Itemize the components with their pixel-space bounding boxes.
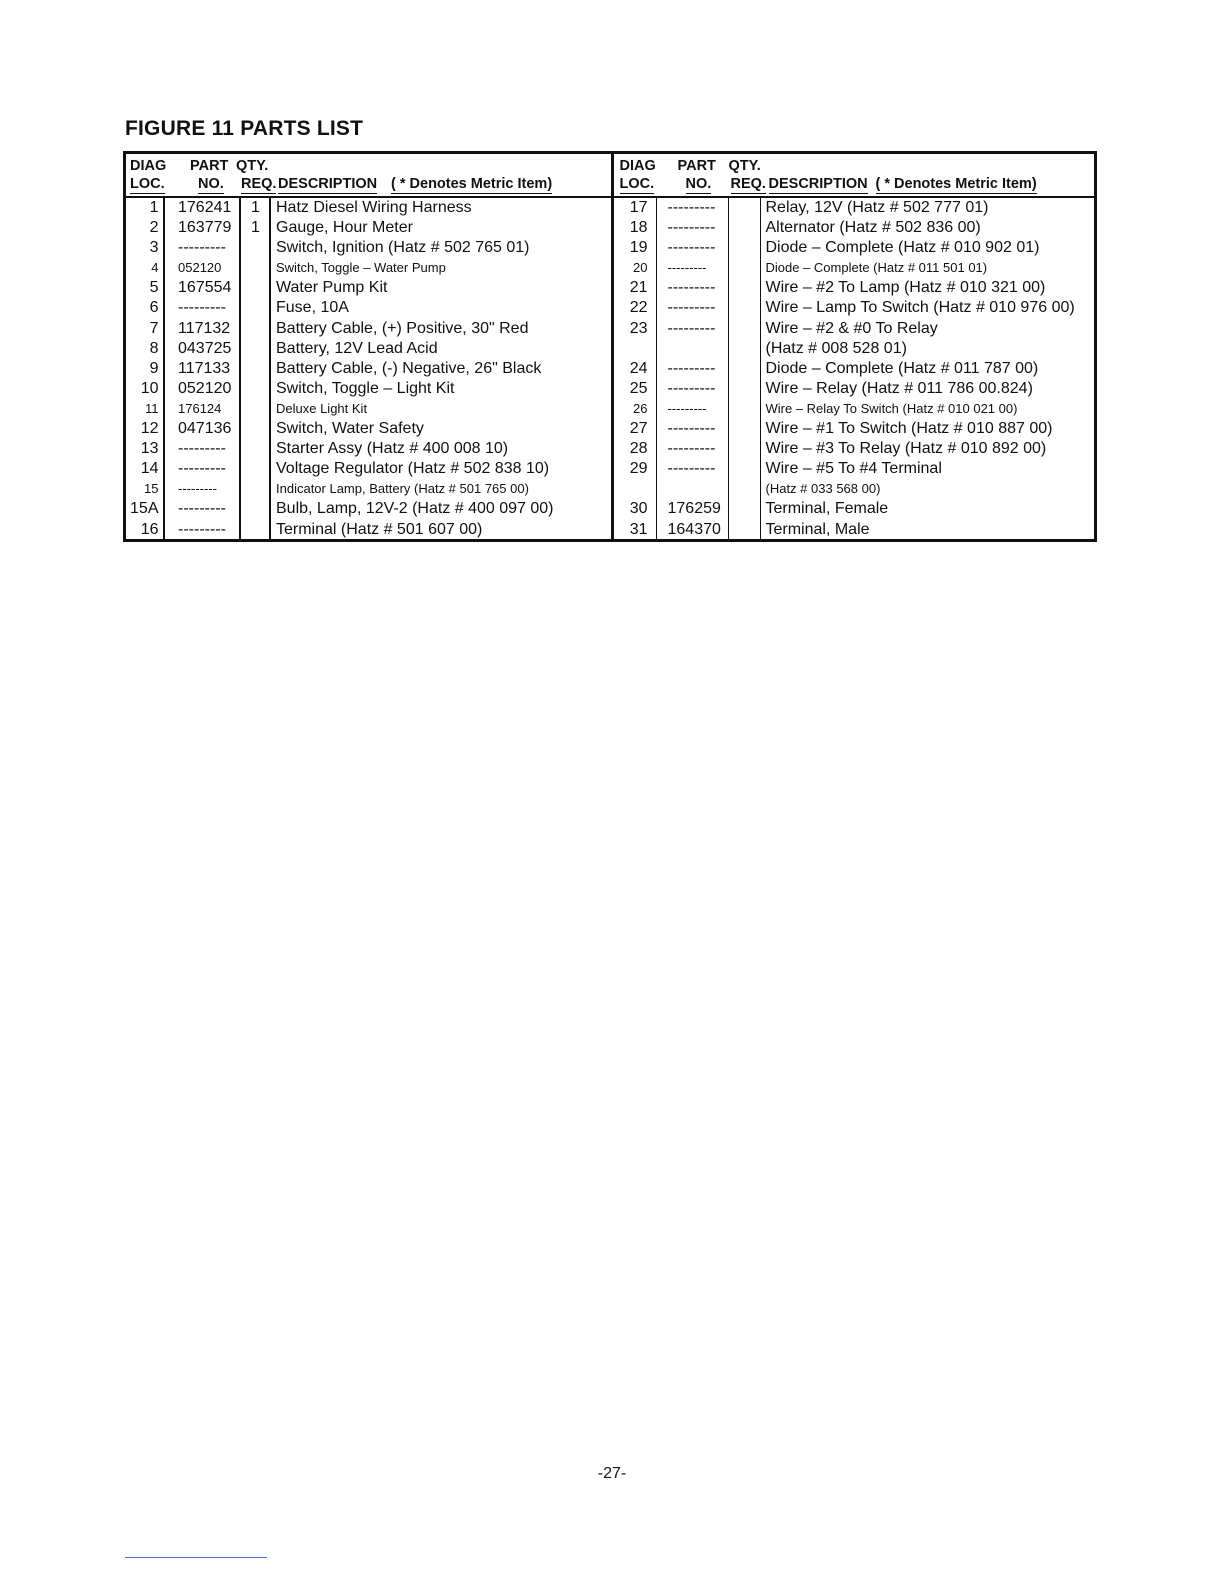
description-cell: Diode – Complete (Hatz # 010 902 01) xyxy=(765,239,1040,257)
diag-loc-cell: 3 xyxy=(149,239,159,257)
diag-loc-cell: 25 xyxy=(629,379,648,397)
part-no-cell: --------- xyxy=(667,239,716,257)
part-no-cell: --------- xyxy=(667,260,707,276)
table-row xyxy=(126,499,611,519)
part-no-cell: 052120 xyxy=(178,379,232,397)
left-rows xyxy=(126,198,611,540)
diag-loc-cell: 11 xyxy=(145,400,159,416)
table-row xyxy=(614,298,1095,318)
part-no-cell: --------- xyxy=(667,219,716,237)
table-row xyxy=(126,238,611,258)
table-row xyxy=(126,399,611,419)
part-no-cell: 163779 xyxy=(178,219,232,237)
description-cell: Indicator Lamp, Battery (Hatz # 501 765 00) xyxy=(276,481,529,497)
header-req: REQ. xyxy=(730,176,766,192)
part-no-cell: --------- xyxy=(667,440,716,458)
footer-rule xyxy=(125,1557,267,1558)
description-cell: Wire – #5 To #4 Terminal xyxy=(765,460,942,478)
table-row xyxy=(126,278,611,298)
table-header-left xyxy=(126,154,611,198)
table-row xyxy=(126,218,611,238)
header-diag: DIAG xyxy=(130,158,167,174)
description-cell: Wire – Lamp To Switch (Hatz # 010 976 00) xyxy=(765,299,1075,317)
table-row xyxy=(126,439,611,459)
description-cell: Wire – Relay To Switch (Hatz # 010 021 00) xyxy=(765,400,1018,416)
diag-loc-cell: 15 xyxy=(144,481,159,497)
table-row xyxy=(126,319,611,339)
table-row xyxy=(614,520,1095,540)
description-cell: (Hatz # 033 568 00) xyxy=(765,481,881,497)
part-no-cell: 176259 xyxy=(667,500,721,518)
header-part: PART xyxy=(190,158,229,174)
description-cell: Voltage Regulator (Hatz # 502 838 10) xyxy=(276,460,550,478)
description-cell: Wire – #2 To Lamp (Hatz # 010 321 00) xyxy=(765,279,1046,297)
part-no-cell: --------- xyxy=(667,420,716,438)
diag-loc-cell: 28 xyxy=(629,440,648,458)
description-cell: Hatz Diesel Wiring Harness xyxy=(276,199,472,216)
diag-loc-cell: 16 xyxy=(140,520,159,538)
table-row xyxy=(126,479,611,499)
diag-loc-cell: 26 xyxy=(633,400,648,416)
header-part: PART xyxy=(677,158,716,174)
part-no-cell: 176241 xyxy=(178,199,232,216)
description-cell: Switch, Toggle – Water Pump xyxy=(276,260,446,276)
diag-loc-cell: 15A xyxy=(130,500,159,518)
part-no-cell: --------- xyxy=(667,279,716,297)
qty-cell: 1 xyxy=(251,219,260,237)
part-no-cell: 047136 xyxy=(178,420,232,438)
diag-loc-cell: 5 xyxy=(149,279,159,297)
description-cell: Terminal, Female xyxy=(765,500,889,518)
part-no-cell: --------- xyxy=(667,319,716,337)
parts-table-left-half xyxy=(126,154,611,539)
header-qty: QTY. xyxy=(728,158,761,174)
part-no-cell: --------- xyxy=(178,500,226,518)
header-loc: LOC. xyxy=(130,176,165,192)
diag-loc-cell: 23 xyxy=(629,319,648,337)
table-row xyxy=(614,218,1095,238)
description-cell: Wire – #3 To Relay (Hatz # 010 892 00) xyxy=(765,440,1047,458)
part-no-cell: --------- xyxy=(667,379,716,397)
part-no-cell: --------- xyxy=(178,299,226,317)
table-row xyxy=(614,479,1095,499)
diag-loc-cell: 30 xyxy=(629,500,648,518)
description-cell: Terminal (Hatz # 501 607 00) xyxy=(276,520,483,538)
table-row xyxy=(126,359,611,379)
diag-loc-cell: 31 xyxy=(629,520,648,538)
description-cell: Switch, Ignition (Hatz # 502 765 01) xyxy=(276,239,530,257)
part-no-cell: 043725 xyxy=(178,339,232,357)
table-row xyxy=(614,198,1095,218)
diag-loc-cell: 10 xyxy=(140,379,159,397)
table-header-right xyxy=(614,154,1095,198)
part-no-cell: --------- xyxy=(178,520,226,538)
description-cell: Switch, Water Safety xyxy=(276,420,424,438)
part-no-cell: --------- xyxy=(178,239,226,257)
table-row xyxy=(614,439,1095,459)
description-cell: Starter Assy (Hatz # 400 008 10) xyxy=(276,440,509,458)
diag-loc-cell: 29 xyxy=(629,460,648,478)
table-row xyxy=(126,198,611,218)
header-loc: LOC. xyxy=(619,176,655,192)
part-no-cell: --------- xyxy=(667,400,707,416)
part-no-cell: --------- xyxy=(178,440,226,458)
table-row xyxy=(126,298,611,318)
diag-loc-cell: 2 xyxy=(149,219,159,237)
description-cell: Terminal, Male xyxy=(765,520,870,538)
diag-loc-cell: 9 xyxy=(149,359,159,377)
diag-loc-cell: 22 xyxy=(629,299,648,317)
part-no-cell: --------- xyxy=(667,199,716,216)
header-description: DESCRIPTION xyxy=(278,176,378,192)
diag-loc-cell: 12 xyxy=(140,420,159,438)
description-cell: Fuse, 10A xyxy=(276,299,349,317)
table-row xyxy=(614,278,1095,298)
header-no: NO. xyxy=(685,176,712,192)
diag-loc-cell: 13 xyxy=(140,440,159,458)
table-row xyxy=(614,499,1095,519)
description-cell: Switch, Toggle – Light Kit xyxy=(276,379,455,397)
table-row xyxy=(126,258,611,278)
header-diag: DIAG xyxy=(619,158,656,174)
diag-loc-cell: 19 xyxy=(629,239,648,257)
table-row xyxy=(126,520,611,540)
diag-loc-cell: 20 xyxy=(633,260,648,276)
description-cell: Bulb, Lamp, 12V-2 (Hatz # 400 097 00) xyxy=(276,500,554,518)
part-no-cell: 117133 xyxy=(178,359,231,377)
diag-loc-cell: 7 xyxy=(149,319,159,337)
table-row xyxy=(614,258,1095,278)
qty-cell: 1 xyxy=(251,199,260,216)
header-req: REQ. xyxy=(241,176,277,192)
table-row xyxy=(614,379,1095,399)
diag-loc-cell: 18 xyxy=(629,219,648,237)
diag-loc-cell: 1 xyxy=(149,199,159,216)
diag-loc-cell: 14 xyxy=(140,460,159,478)
table-row xyxy=(614,399,1095,419)
table-row xyxy=(126,379,611,399)
description-cell: Battery, 12V Lead Acid xyxy=(276,339,438,357)
part-no-cell: --------- xyxy=(178,460,226,478)
right-rows xyxy=(614,198,1095,540)
description-cell: Battery Cable, (+) Positive, 30" Red xyxy=(276,319,529,337)
description-cell: Deluxe Light Kit xyxy=(276,400,368,416)
parts-table-right-half xyxy=(611,154,1095,539)
description-cell: Wire – #1 To Switch (Hatz # 010 887 00) xyxy=(765,420,1053,438)
part-no-cell: 167554 xyxy=(178,279,232,297)
header-no: NO. xyxy=(198,176,224,192)
description-cell: Battery Cable, (-) Negative, 26" Black xyxy=(276,359,542,377)
parts-list-table xyxy=(123,151,1097,542)
part-no-cell: 176124 xyxy=(178,400,222,416)
part-no-cell: 117132 xyxy=(178,319,231,337)
diag-loc-cell: 8 xyxy=(149,339,159,357)
diag-loc-cell: 24 xyxy=(629,359,648,377)
table-row xyxy=(614,319,1095,339)
table-row xyxy=(614,419,1095,439)
diag-loc-cell: 17 xyxy=(629,199,648,216)
part-no-cell: --------- xyxy=(667,460,716,478)
part-no-cell: --------- xyxy=(178,481,217,497)
table-row xyxy=(614,459,1095,479)
header-description: DESCRIPTION xyxy=(768,176,868,192)
diag-loc-cell: 6 xyxy=(149,299,159,317)
description-cell: Gauge, Hour Meter xyxy=(276,219,413,237)
diag-loc-cell: 27 xyxy=(629,420,648,438)
part-no-cell: 052120 xyxy=(178,260,222,276)
header-qty: QTY. xyxy=(236,158,269,174)
description-cell: Diode – Complete (Hatz # 011 501 01) xyxy=(765,260,988,276)
table-row xyxy=(126,459,611,479)
diag-loc-cell: 4 xyxy=(151,260,159,276)
description-cell: Diode – Complete (Hatz # 011 787 00) xyxy=(765,359,1039,377)
description-cell: Wire – Relay (Hatz # 011 786 00.824) xyxy=(765,379,1033,397)
page-number: -27- xyxy=(597,1465,627,1482)
part-no-cell: --------- xyxy=(667,359,716,377)
table-row xyxy=(614,238,1095,258)
table-row xyxy=(126,419,611,439)
description-cell: Wire – #2 & #0 To Relay xyxy=(765,319,938,337)
page-title: FIGURE 11 PARTS LIST xyxy=(125,117,364,140)
part-no-cell: 164370 xyxy=(667,520,721,538)
description-cell: (Hatz # 008 528 01) xyxy=(765,339,907,357)
part-no-cell: --------- xyxy=(667,299,716,317)
header-metric-note: ( * Denotes Metric Item) xyxy=(875,176,1037,192)
table-row xyxy=(614,339,1095,359)
description-cell: Alternator (Hatz # 502 836 00) xyxy=(765,219,981,237)
description-cell: Water Pump Kit xyxy=(276,279,388,297)
header-metric-note: ( * Denotes Metric Item) xyxy=(391,176,553,192)
table-row xyxy=(126,339,611,359)
diag-loc-cell: 21 xyxy=(629,279,648,297)
description-cell: Relay, 12V (Hatz # 502 777 01) xyxy=(765,199,989,216)
table-row xyxy=(614,359,1095,379)
